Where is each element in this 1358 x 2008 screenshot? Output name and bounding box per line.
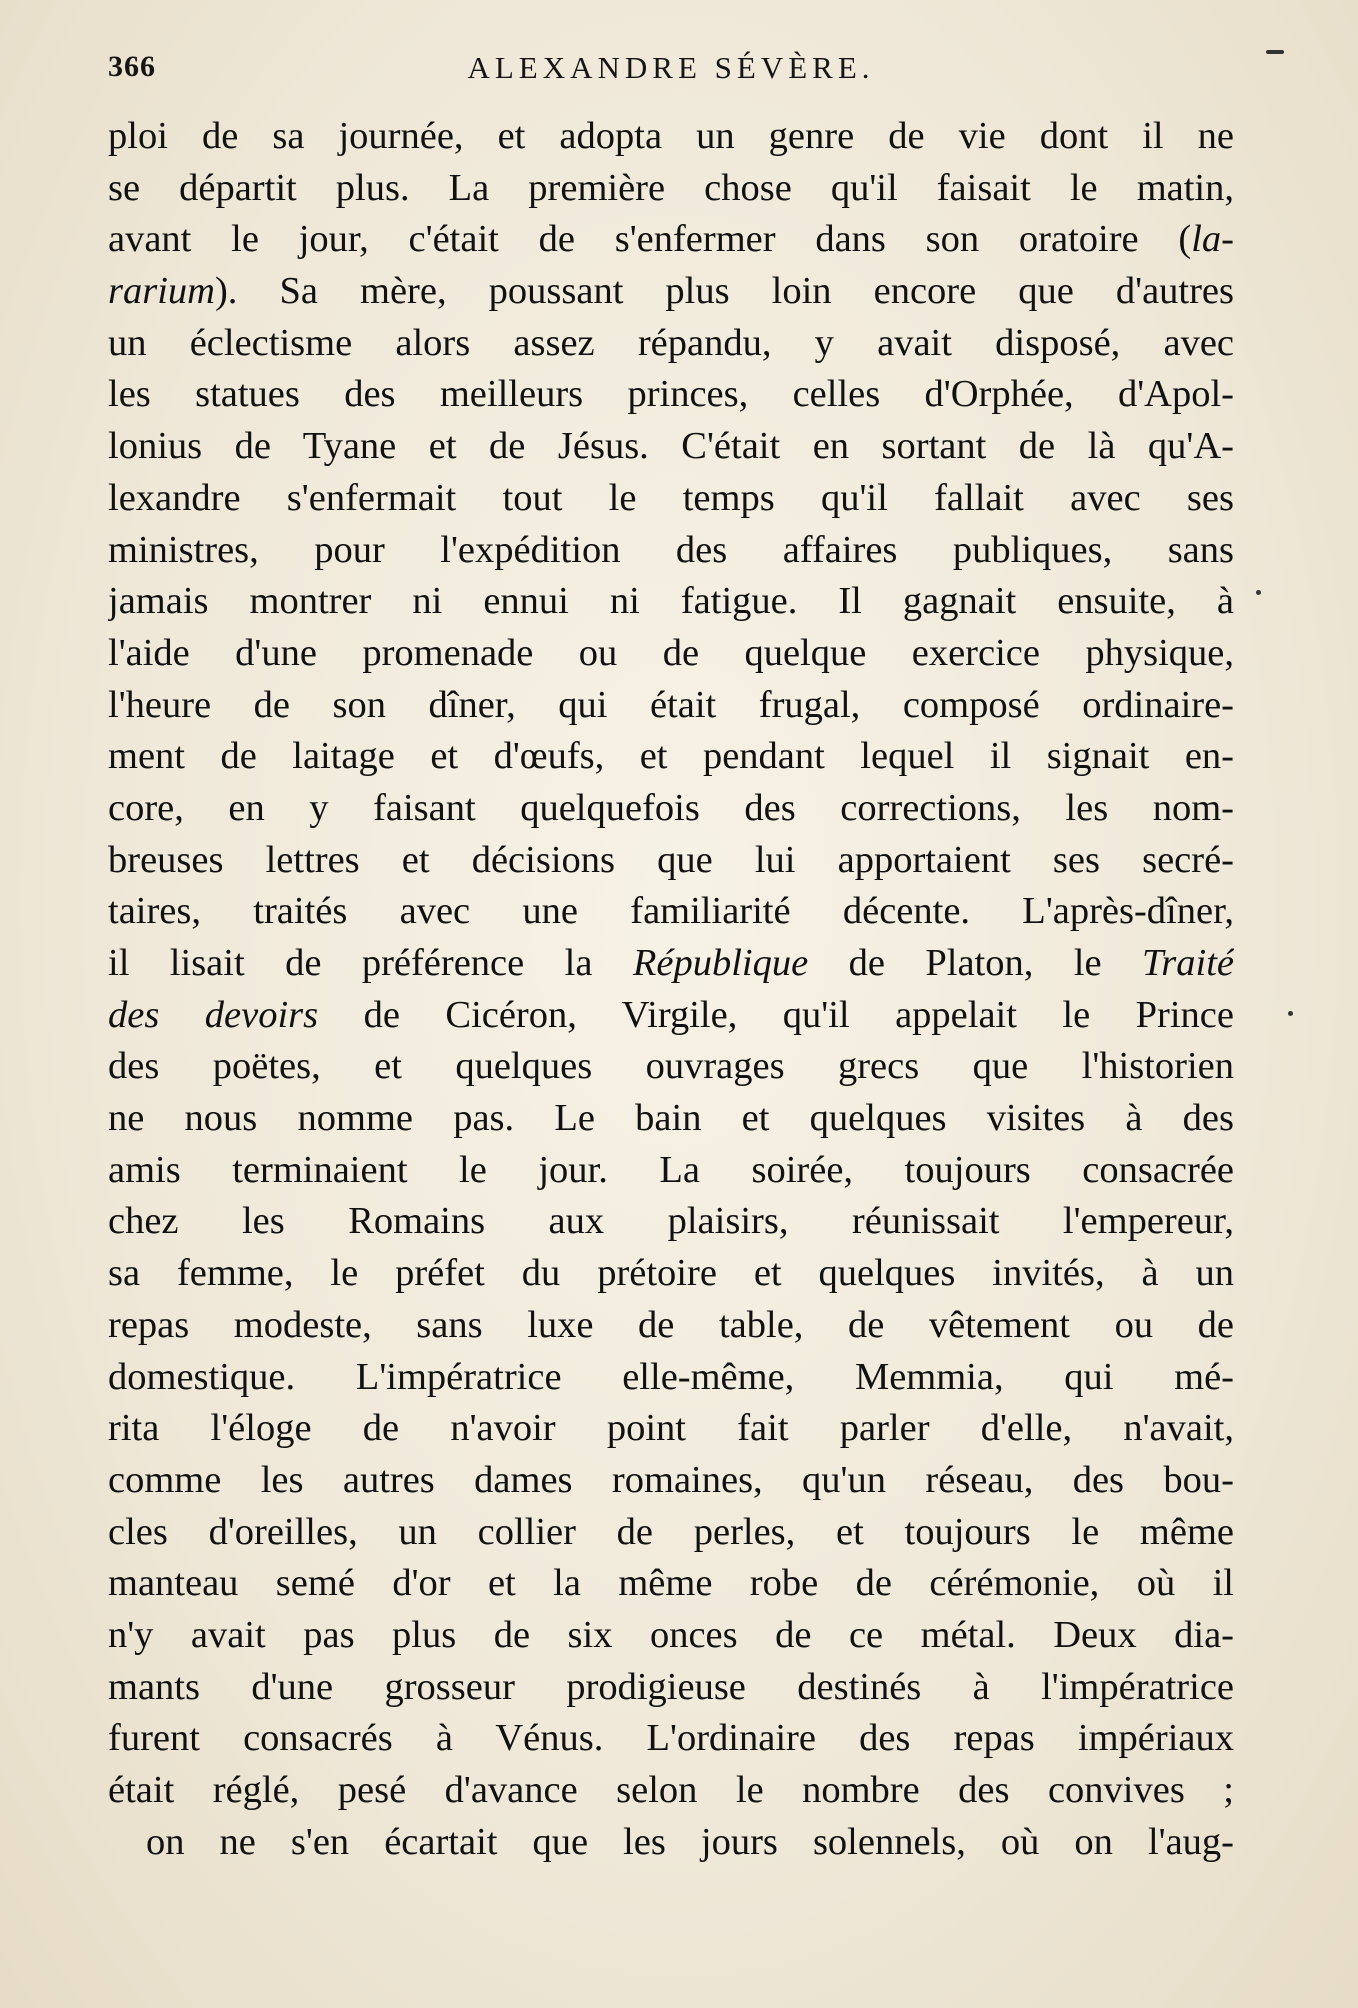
text-line bbox=[108, 1248, 1234, 1300]
text-segment: core, en y faisant quelquefois des corrections, les nom- bbox=[108, 786, 1234, 829]
text-line bbox=[108, 163, 1234, 215]
text-line bbox=[108, 1352, 1234, 1404]
text-segment: les statues des meilleurs princes, celles d'Orphée, d'Apol- bbox=[108, 373, 1234, 416]
text-line bbox=[108, 1093, 1234, 1145]
text-line bbox=[108, 680, 1234, 732]
text-line bbox=[108, 783, 1234, 835]
text-line bbox=[108, 1507, 1234, 1559]
text-segment: mants d'une grosseur prodigieuse destinés à l'impératrice bbox=[108, 1665, 1234, 1708]
text-line bbox=[108, 111, 1234, 163]
text-line bbox=[108, 576, 1234, 628]
text-segment: lonius de Tyane et de Jésus. C'était en sortant de là qu'A- bbox=[108, 425, 1234, 468]
text-segment: un éclectisme alors assez répandu, y avait disposé, avec bbox=[108, 321, 1234, 364]
text-segment: ne nous nomme pas. Le bain et quelques visites à des bbox=[108, 1097, 1234, 1140]
italic-text: République bbox=[632, 942, 809, 984]
text-segment: sa femme, le préfet du prétoire et quelques invités, à un bbox=[108, 1252, 1234, 1295]
dot-mark bbox=[1288, 1011, 1293, 1016]
text-segment: lexandre s'enfermait tout le temps qu'il fallait avec ses bbox=[108, 476, 1234, 519]
text-line bbox=[108, 266, 1234, 318]
text-line bbox=[108, 628, 1234, 680]
text-line bbox=[108, 1610, 1234, 1662]
text-segment: il lisait de préférence la bbox=[108, 942, 633, 984]
italic-text: Traité bbox=[1141, 942, 1234, 984]
text-segment: ment de laitage et d'œufs, et pendant lequel il signait en- bbox=[108, 735, 1234, 778]
text-line bbox=[108, 1558, 1234, 1610]
text-line bbox=[108, 318, 1234, 370]
text-line bbox=[108, 1145, 1234, 1197]
text-segment: domestique. L'impératrice elle-même, Memmia, qui mé- bbox=[108, 1355, 1234, 1398]
text-line bbox=[108, 886, 1234, 938]
text-segment: l'heure de son dîner, qui était frugal, composé ordinaire- bbox=[108, 683, 1234, 726]
text-segment: rita l'éloge de n'avoir point fait parler d'elle, n'avait, bbox=[108, 1407, 1234, 1450]
dot-mark bbox=[1256, 590, 1261, 595]
text-line bbox=[108, 1041, 1234, 1093]
text-segment: ministres, pour l'expédition des affaires publiques, sans bbox=[108, 528, 1234, 571]
text-segment: n'y avait pas plus de six onces de ce métal. Deux dia- bbox=[108, 1613, 1234, 1656]
text-line bbox=[108, 473, 1234, 525]
text-segment: amis terminaient le jour. La soirée, toujours consacrée bbox=[108, 1148, 1234, 1191]
text-segment: se départit plus. La première chose qu'il faisait le matin, bbox=[108, 166, 1234, 209]
text-segment: cles d'oreilles, un collier de perles, et toujours le même bbox=[108, 1510, 1234, 1553]
text-segment: repas modeste, sans luxe de table, de vêtement ou de bbox=[108, 1303, 1234, 1346]
text-line bbox=[108, 1196, 1234, 1248]
text-line bbox=[108, 1403, 1234, 1455]
text-segment: comme les autres dames romaines, qu'un réseau, des bou- bbox=[108, 1458, 1234, 1501]
page-number: 366 bbox=[108, 50, 156, 83]
text-segment: on ne s'en écartait que les jours solennels, où on l'aug- bbox=[146, 1820, 1234, 1863]
text-segment: breuses lettres et décisions que lui apportaient ses secré- bbox=[108, 838, 1234, 881]
text-segment: avant le jour, c'était de s'enfermer dans son oratoire ( bbox=[108, 218, 1192, 261]
text-line bbox=[108, 525, 1234, 577]
text-segment: ploi de sa journée, et adopta un genre de vie dont il ne bbox=[108, 115, 1234, 157]
italic-text: des devoirs bbox=[108, 993, 319, 1036]
text-line bbox=[108, 214, 1234, 266]
text-segment: l'aide d'une promenade ou de quelque exercice physique, bbox=[108, 631, 1234, 674]
text-segment: furent consacrés à Vénus. L'ordinaire des repas impériaux bbox=[108, 1717, 1234, 1760]
text-segment: de Platon, le bbox=[808, 942, 1142, 984]
text-segment: chez les Romains aux plaisirs, réunissait l'empereur, bbox=[108, 1200, 1234, 1243]
dash-mark bbox=[1266, 50, 1284, 54]
running-title: ALEXANDRE SÉVÈRE. bbox=[467, 50, 875, 85]
italic-text: la- bbox=[1191, 218, 1234, 261]
text-line bbox=[108, 1765, 1234, 1817]
text-line bbox=[108, 1455, 1234, 1507]
body-text bbox=[108, 111, 1234, 1868]
text-segment: des poëtes, et quelques ouvrages grecs que l'historien bbox=[108, 1045, 1234, 1088]
text-segment: manteau semé d'or et la même robe de cérémonie, où il bbox=[108, 1562, 1234, 1605]
text-line bbox=[108, 1300, 1234, 1352]
text-line bbox=[108, 731, 1234, 783]
text-segment: de Cicéron, Virgile, qu'il appelait le Prince bbox=[318, 993, 1234, 1036]
text-line bbox=[108, 1662, 1234, 1714]
text-segment: était réglé, pesé d'avance selon le nombre des convives ; bbox=[108, 1769, 1234, 1811]
text-line bbox=[108, 990, 1234, 1042]
text-line bbox=[108, 1713, 1234, 1765]
text-segment: ). Sa mère, poussant plus loin encore que d'autres bbox=[214, 270, 1234, 313]
text-line bbox=[108, 1817, 1234, 1869]
text-line bbox=[108, 835, 1234, 887]
text-segment: taires, traités avec une familiarité décente. L'après-dîner, bbox=[108, 890, 1234, 933]
text-line bbox=[108, 369, 1234, 421]
text-line bbox=[108, 421, 1234, 473]
text-line bbox=[108, 938, 1234, 990]
text-segment: jamais montrer ni ennui ni fatigue. Il gagnait ensuite, à bbox=[108, 580, 1234, 623]
page-header bbox=[108, 50, 1234, 96]
italic-text: rarium bbox=[108, 270, 215, 313]
